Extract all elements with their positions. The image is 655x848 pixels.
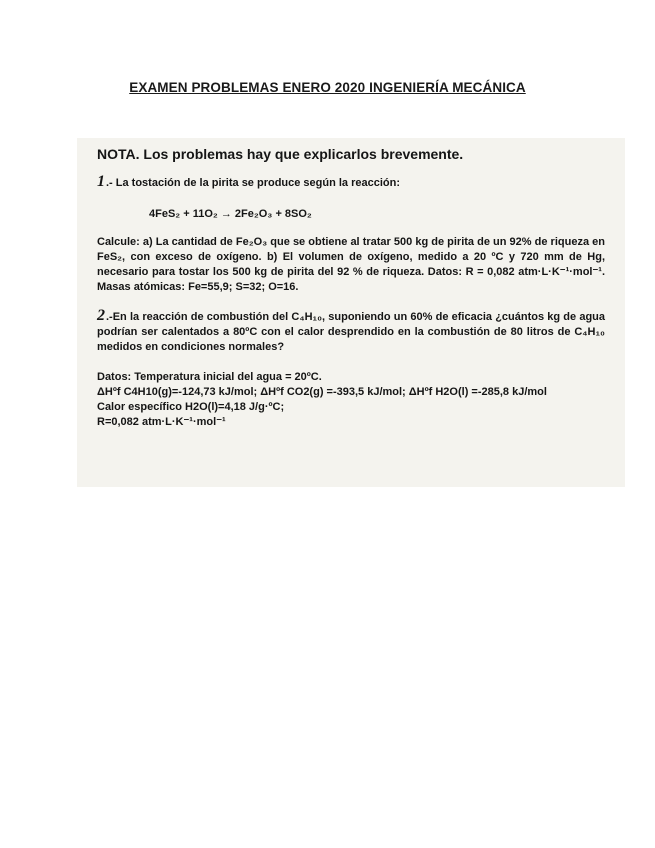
problems-photo <box>77 138 625 487</box>
data-line: Datos: Temperatura inicial del agua = 20ºC. <box>97 371 322 383</box>
data-line: ΔHºf C4H10(g)=-124,73 kJ/mol; ΔHºf CO2(g) =-393,5 kJ/mol; ΔHºf H2O(l) =-285,8 kJ/mol <box>97 386 547 398</box>
problem-2-number: 2 <box>97 307 105 324</box>
problem-2-data <box>97 370 605 430</box>
problem-1-intro-text: .- La tostación de la pirita se produce según la reacción: <box>106 177 401 189</box>
problem-1-intro <box>97 174 605 191</box>
problem-1-statement: Calcule: a) La cantidad de Fe₂O₃ que se obtiene al tratar 500 kg de pirita de un 92% de riqueza en FeS₂, con exceso de oxígeno. b) El volumen de oxígeno, medido a 20 ºC y 720 mm de Hg, necesario para tostar los 500 kg de pirita del 92 % de riqueza. Datos: R = 0,082 atm·L·K⁻¹·mol⁻¹. Masas atómicas: Fe=55,9; S=32; O=16. <box>97 236 605 293</box>
problem-2-statement <box>97 308 605 355</box>
problem-1-number: 1 <box>97 173 105 190</box>
note-heading: NOTA. Los problemas hay que explicarlos brevemente. <box>97 146 464 162</box>
problem-2-text: .-En la reacción de combustión del C₄H₁₀, suponiendo un 60% de eficacia ¿cuántos kg de agua podrían ser calentados a 80ºC con el calor desprendido en la combustión de 80 litros de C₄H₁₀ medidos en condiciones normales? <box>97 311 605 353</box>
data-line: R=0,082 atm·L·K⁻¹·mol⁻¹ <box>97 416 226 428</box>
reaction-equation: 4FeS₂ + 11O₂ → 2Fe₂O₃ + 8SO₂ <box>149 208 312 220</box>
exam-title: EXAMEN PROBLEMAS ENERO 2020 INGENIERÍA MECÁNICA <box>129 80 526 95</box>
data-line: Calor específico H2O(l)=4,18 J/g·ºC; <box>97 401 285 413</box>
